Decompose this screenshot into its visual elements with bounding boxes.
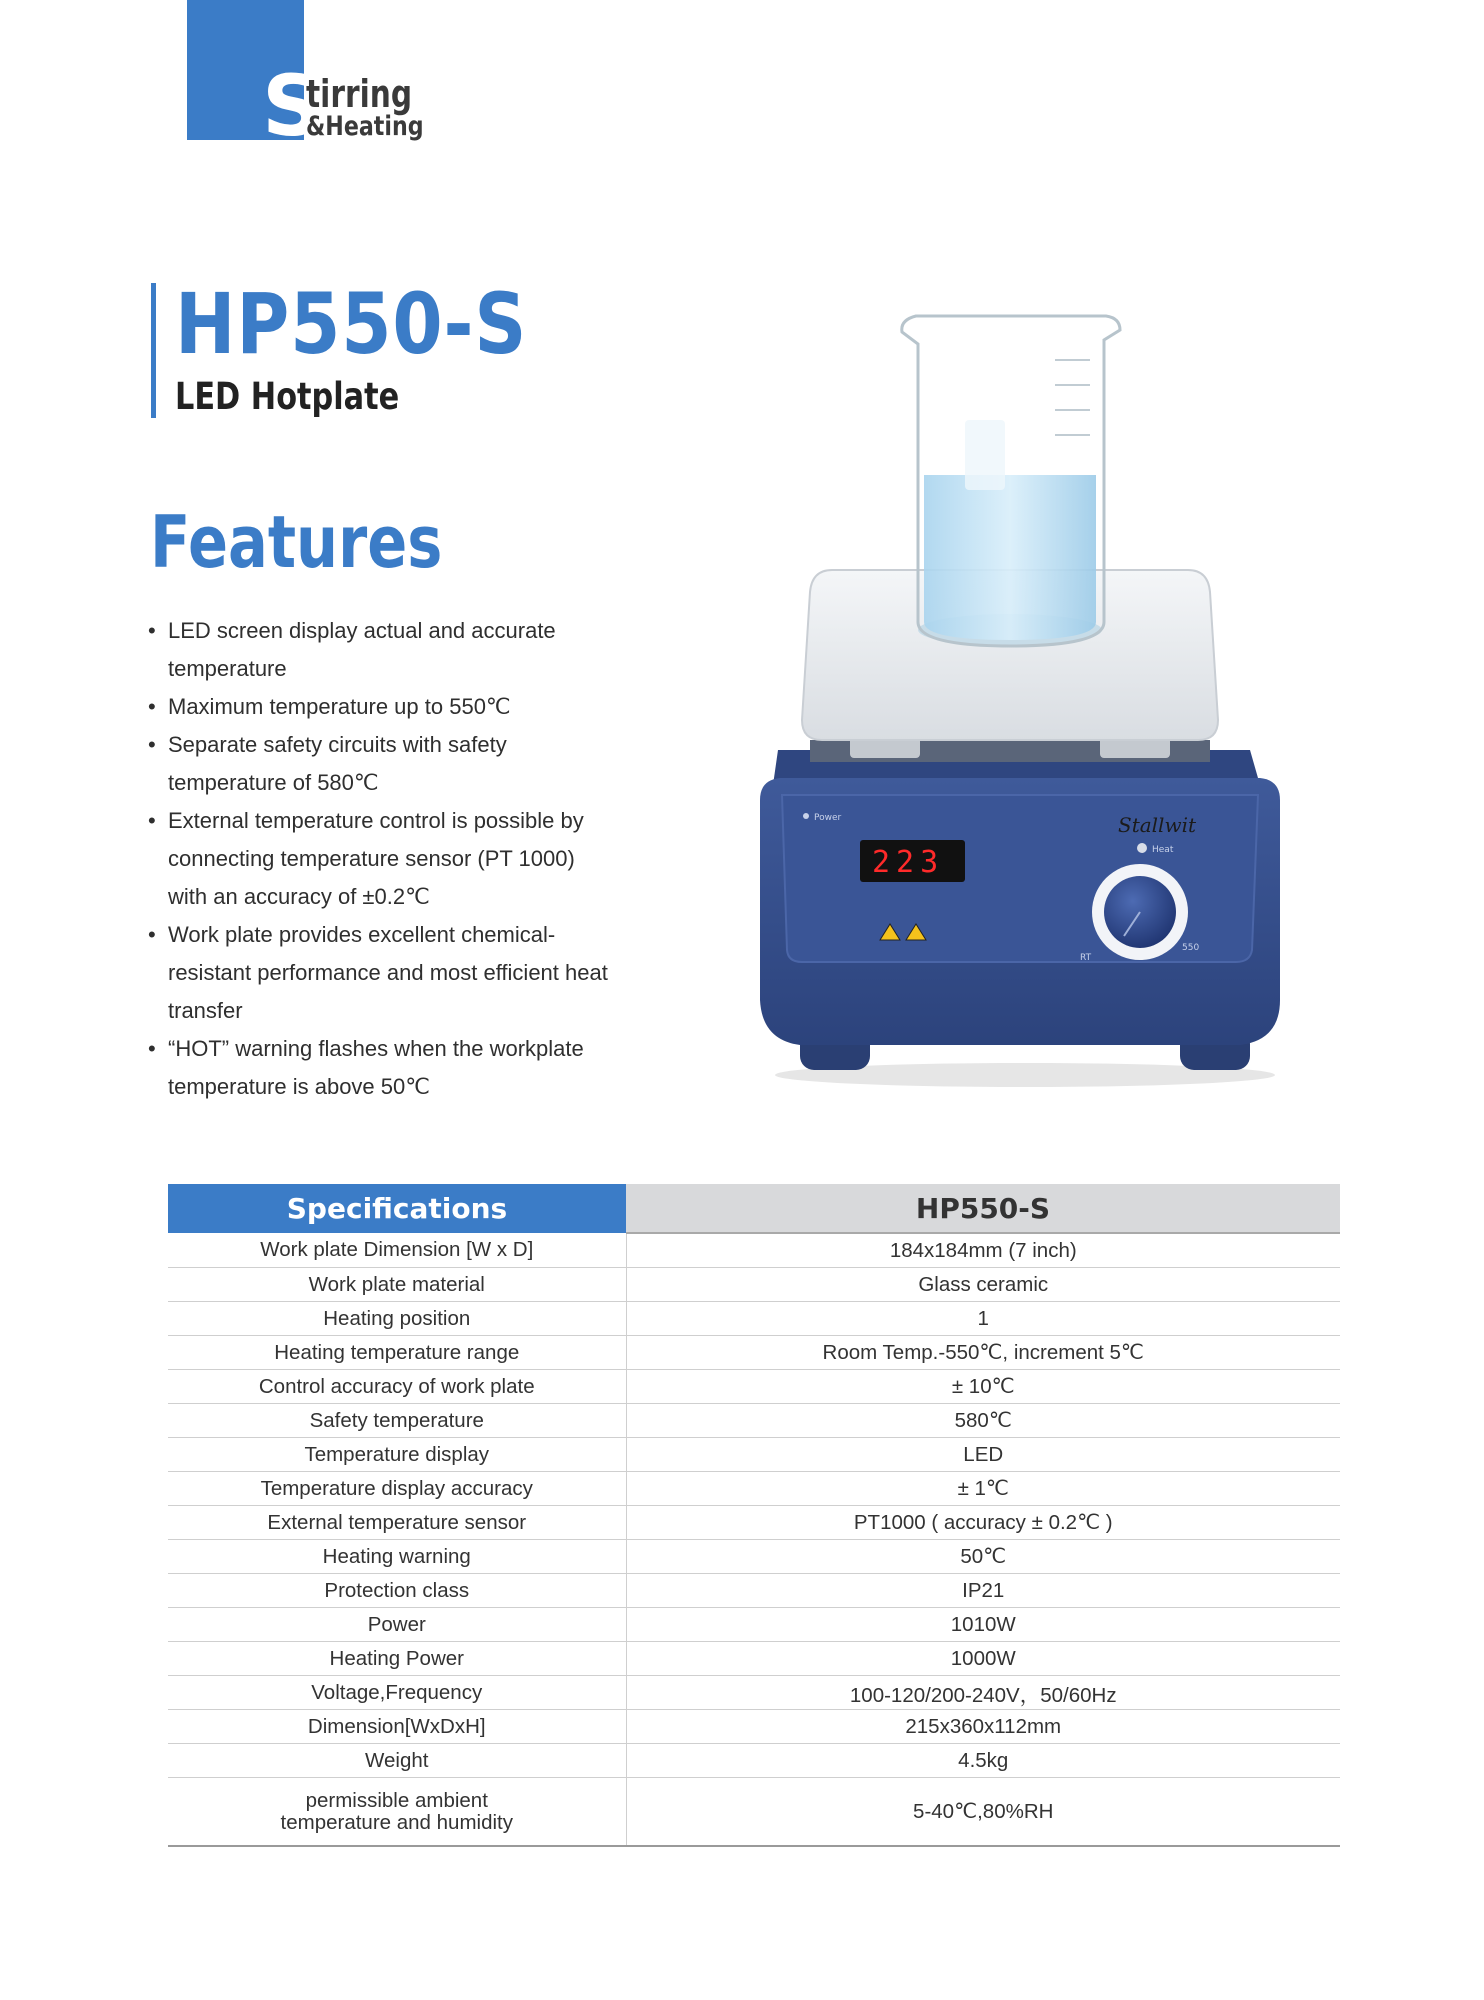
spec-label: Work plate material [168,1268,626,1302]
spec-label: Weight [168,1744,626,1778]
spec-header-right: HP550-S [626,1184,1340,1233]
spec-value: PT1000 ( accuracy ± 0.2℃ ) [626,1506,1340,1540]
feature-item: • Maximum temperature up to 550℃ [146,688,616,726]
table-row [168,1710,1340,1744]
spec-label: Power [168,1608,626,1642]
features-list [146,612,616,1106]
spec-value: IP21 [626,1574,1340,1608]
heat-label: Heat [1152,845,1174,855]
spec-label: Dimension[WxDxH] [168,1710,626,1744]
spec-value: 100-120/200-240V，50/60Hz [626,1676,1340,1710]
page-subtitle: LED Hotplate [175,375,400,418]
logo-line-1: tirring [306,72,413,116]
spec-label: Heating temperature range [168,1336,626,1370]
knob-max-label: 550 [1182,943,1200,953]
spec-value: ± 10℃ [626,1370,1340,1404]
spec-label: Temperature display [168,1438,626,1472]
spec-value: 215x360x112mm [626,1710,1340,1744]
hotplate-product-image [740,300,1280,1100]
spec-value: 4.5kg [626,1744,1340,1778]
spec-label-line: temperature and humidity [280,1810,513,1834]
table-row [168,1336,1340,1370]
led-value: 223 [872,845,945,880]
table-row [168,1608,1340,1642]
spec-label: Control accuracy of work plate [168,1370,626,1404]
spec-value: 1 [626,1302,1340,1336]
spec-label: Voltage,Frequency [168,1676,626,1710]
table-header-row [168,1184,1340,1233]
power-indicator [803,813,809,819]
spec-label: Heating warning [168,1540,626,1574]
feature-item: • Work plate provides excellent chemical-resistant performance and most efficient heat transfer [146,916,616,1030]
spec-value: ± 1℃ [626,1472,1340,1506]
spec-label [168,1778,626,1847]
knob-min-label: RT [1080,953,1092,963]
page-title: HP550-S [175,275,528,373]
spec-value: Glass ceramic [626,1268,1340,1302]
spec-value: Room Temp.-550℃, increment 5℃ [626,1336,1340,1370]
table-row [168,1302,1340,1336]
title-accent-bar [151,283,156,418]
spec-value: 1010W [626,1608,1340,1642]
table-row [168,1404,1340,1438]
table-row [168,1642,1340,1676]
specifications-table [168,1184,1340,1847]
spec-label-line: permissible ambient [305,1788,488,1812]
table-row [168,1268,1340,1302]
table-row [168,1744,1340,1778]
brand-label: Stallwit [1118,813,1197,837]
table-row [168,1370,1340,1404]
feature-item: • External temperature control is possible by connecting temperature sensor (PT 1000) with an accuracy of ±0.2℃ [146,802,616,916]
spec-label: Safety temperature [168,1404,626,1438]
features-heading: Features [150,500,443,584]
spec-value: 580℃ [626,1404,1340,1438]
spec-value: 184x184mm (7 inch) [626,1233,1340,1268]
feature-item: • Separate safety circuits with safety temperature of 580℃ [146,726,616,802]
table-row [168,1540,1340,1574]
feature-item: • “HOT” warning flashes when the workplate temperature is above 50℃ [146,1030,616,1106]
spec-value: 5-40℃,80%RH [626,1778,1340,1847]
table-row [168,1778,1340,1847]
feature-item: • LED screen display actual and accurate temperature [146,612,616,688]
heat-indicator [1137,843,1147,853]
table-row [168,1676,1340,1710]
spec-label: Protection class [168,1574,626,1608]
spec-label: Heating position [168,1302,626,1336]
spec-value: LED [626,1438,1340,1472]
spec-label: Temperature display accuracy [168,1472,626,1506]
spec-label: Work plate Dimension [W x D] [168,1233,626,1268]
logo-letter: S [262,57,321,155]
table-row [168,1506,1340,1540]
beaker-water [924,475,1096,640]
beaker-label-patch [965,420,1005,490]
table-row [168,1438,1340,1472]
logo-line-2: &Heating [306,111,424,142]
table-row [168,1472,1340,1506]
spec-label: Heating Power [168,1642,626,1676]
spec-value: 1000W [626,1642,1340,1676]
spec-header-left: Specifications [168,1184,626,1233]
table-row [168,1574,1340,1608]
table-row [168,1233,1340,1268]
spec-value: 50℃ [626,1540,1340,1574]
spec-label: External temperature sensor [168,1506,626,1540]
power-label: Power [814,813,842,823]
